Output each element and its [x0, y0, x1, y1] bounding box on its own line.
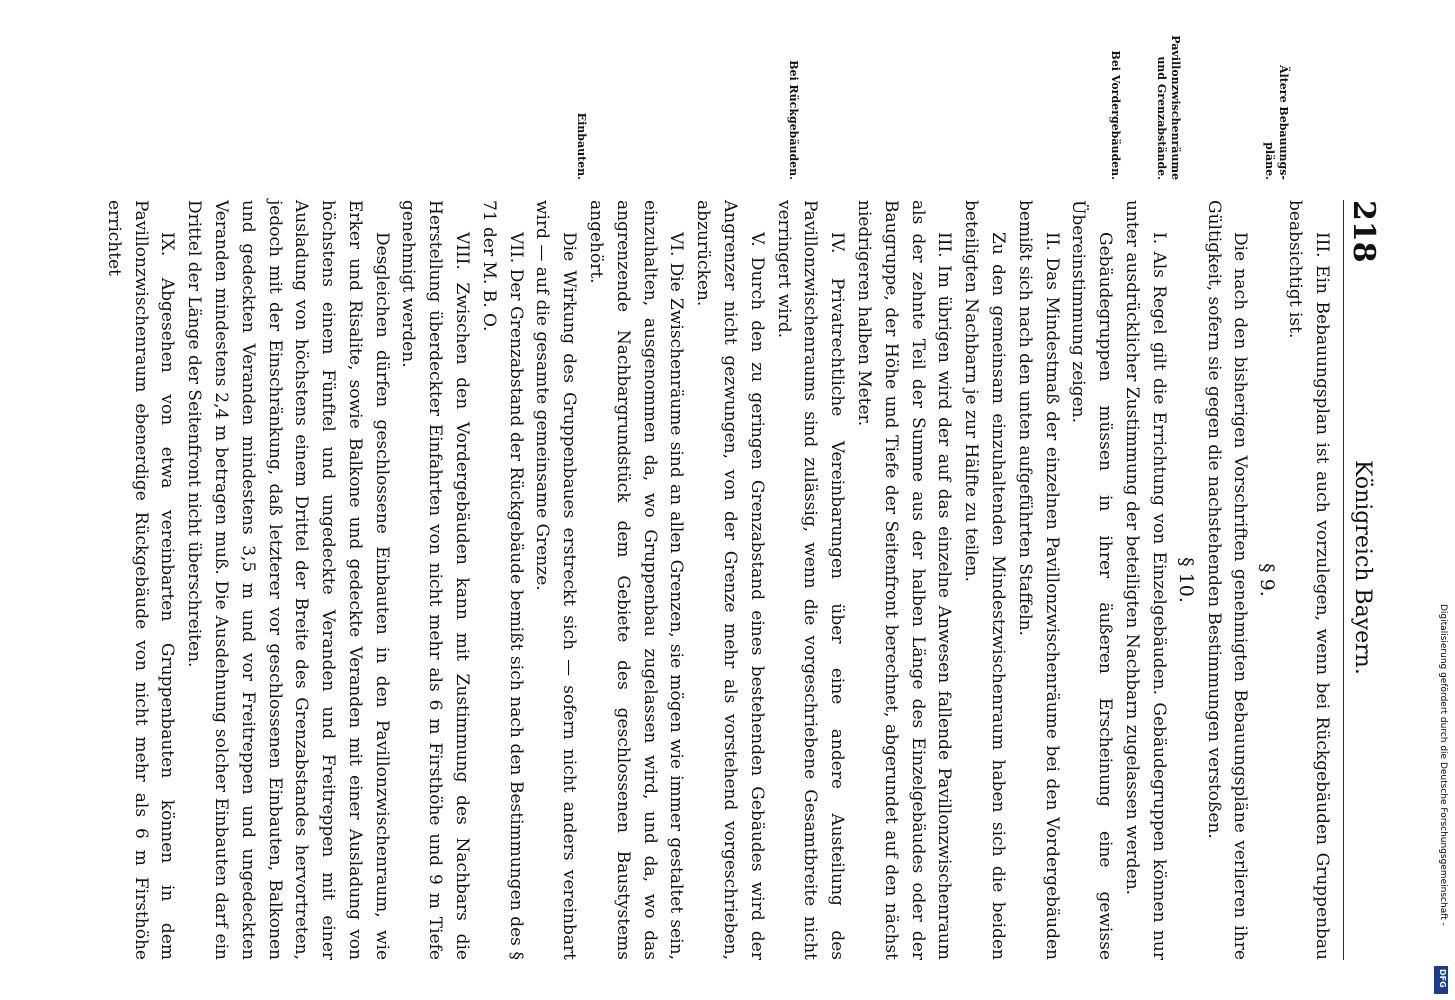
margin-note-aeltere-bebauungsplaene [1262, 10, 1290, 180]
margin-note-line: und Grenzabstände. [1155, 56, 1168, 180]
paragraph-s10-I-b: Gebäudegruppen müssen in ihrer äußeren Erscheinung eine gewisse Übereinstimmung zeigen. [1068, 200, 1116, 960]
paragraph-s10-VIII: VIII. Zwischen den Vordergebäuden kann mit Zustimmung des Nachbars die Herstellung überdeckter Einfahrten von nicht mehr als 6 m Firsthöhe und 9 m Tiefe genehmigt werden. [398, 200, 473, 960]
margin-note-rueckgebaeude [786, 10, 800, 180]
paragraph-s10-I: I. Als Regel gilt die Errichtung von Einzelgebäuden. Gebäudegruppen können nur unter ausdrücklicher Zustimmung der beteiligten Nachbarn zugelassen werden. [1122, 200, 1169, 960]
margin-note-pavillonzwischenraeume [1154, 10, 1182, 180]
margin-note-line: pläne. [1263, 142, 1276, 180]
dfg-badge-label: DFG [1438, 969, 1447, 988]
body-text [100, 200, 1335, 960]
margin-note-line: Bei Rückgebäuden. [787, 60, 800, 180]
paragraph-s10-VI: VI. Die Zwischenräume sind an allen Grenzen, sie mögen wie immer gestaltet sein, einzuhalten, ausgenommen da, wo Gruppenbau zugelassen wird, und da, wo das angrenzende Nachbargrundstück dem Gebiete des geschlossenen Baustystems angehört. [586, 200, 687, 960]
section-heading-9: § 9. [1256, 563, 1279, 597]
paragraph-s10-IV: IV. Privatrechtliche Vereinbarungen über eine andere Austeilung des Pavillonzwischenraums sind zulässig, wenn die vorgeschriebene Gesamtbreite nicht verringert wird. [773, 200, 848, 960]
margin-note-vordergebaeude [1108, 10, 1122, 180]
digitization-credit: Digitalisierung gefördert durch die Deutsche Forschungsgemeinschaft - [1438, 604, 1448, 926]
margin-note-line: Ältere Bebauungs- [1277, 65, 1290, 180]
paragraph-s10-V: V. Durch den zu geringen Grenzabstand eines bestehenden Gebäudes wird der Angrenzer nicht gezwungen, von der Grenze mehr als vorstehend vorgeschrieben, abzurücken. [693, 200, 767, 960]
margin-note-line: Pavillonzwischenräume [1169, 35, 1182, 180]
page-number: 218 [1346, 200, 1381, 263]
dfg-logo-badge [1434, 966, 1448, 994]
paragraph-s10-IX: IX. Abgesehen von etwa vereinbarten Gruppenbauten können in dem Pavillonzwischenraum ebenerdige Rückgebäude von nicht mehr als 6 m Firsthöhe errichtet [103, 200, 178, 960]
paragraph-s10-VIII-b: Desgleichen dürfen geschlossene Einbauten in den Pavillonzwischenraum, wie Erker und Risalite, sowie Balkone und gedeckte Veranden mit einer Ausladung von höchstens einem Fünftel und ungedeckte Veranden und Freitreppen mit einer Ausladung von höchstens einem Drittel der Breite des Grenzabstandes hervortreten, jedoch mit der Einschränkung, daß letzterer vor geschlossenen Einbauten, Balkonen und gedeckten Veranden mindestens 3,5 m und vor Freitreppen und ungedeckten Veranden mindestens 2,4 m betragen muß. Die Ausdehnung solcher Einbauten darf ein Drittel der Länge der Seitenfront nicht überschreiten. [184, 200, 392, 960]
running-title: Königreich Bayern. [1350, 460, 1375, 675]
margin-note-einbauten [574, 10, 588, 180]
margin-note-line: Einbauten. [575, 112, 588, 180]
paragraph-s10-II: II. Das Mindestmaß der einzelnen Pavillonzwischenräume bei den Vordergebäuden bemißt sich nach den unten aufgeführten Staffeln. [1014, 200, 1062, 960]
paragraph-s10-III: III. Im übrigen wird der auf das einzelne Anwesen fallende Pavillonzwischenraum als der zehnte Teil der Summe aus der halben Länge des Einzelgebäudes oder der Baugruppe, der Höhe und Tiefe der Seitenfront berechnet, abgerundet auf den nächst niedrigeren halben Meter. [854, 200, 955, 960]
section-heading-10: § 10. [1174, 557, 1197, 603]
paragraph-s10-II-b: Zu den gemeinsam einzuhaltenden Mindestzwischenraum haben sich die beiden beteiligten Nachbarn je zur Hälfte zu teilen. [961, 200, 1009, 960]
margin-note-line: Bei Vordergebäuden. [1109, 50, 1122, 180]
paragraph-s9: Die nach den bisherigen Vorschriften genehmigten Bebauungspläne verlieren ihre Gültigkeit, sofern sie gegen die nachstehenden Bestimmungen verstoßen. [1203, 200, 1251, 960]
paragraph-s10-VI-b: Die Wirkung des Gruppenbaues erstreckt sich — sofern nicht anders vereinbart wird — auf die gesamte gemeinsame Grenze. [532, 200, 580, 960]
rotated-page [80, 35, 1381, 1000]
page-header [1343, 200, 1380, 960]
paragraph-s10-VII: VII. Der Grenzabstand der Rückgebäude bemißt sich nach den Bestimmungen des § 71 der M. B. O. [478, 200, 526, 960]
paragraph-III: III. Ein Bebauungsplan ist auch vorzulegen, wenn bei Rückgebäuden Gruppenbau beabsichtigt ist. [1285, 200, 1332, 960]
